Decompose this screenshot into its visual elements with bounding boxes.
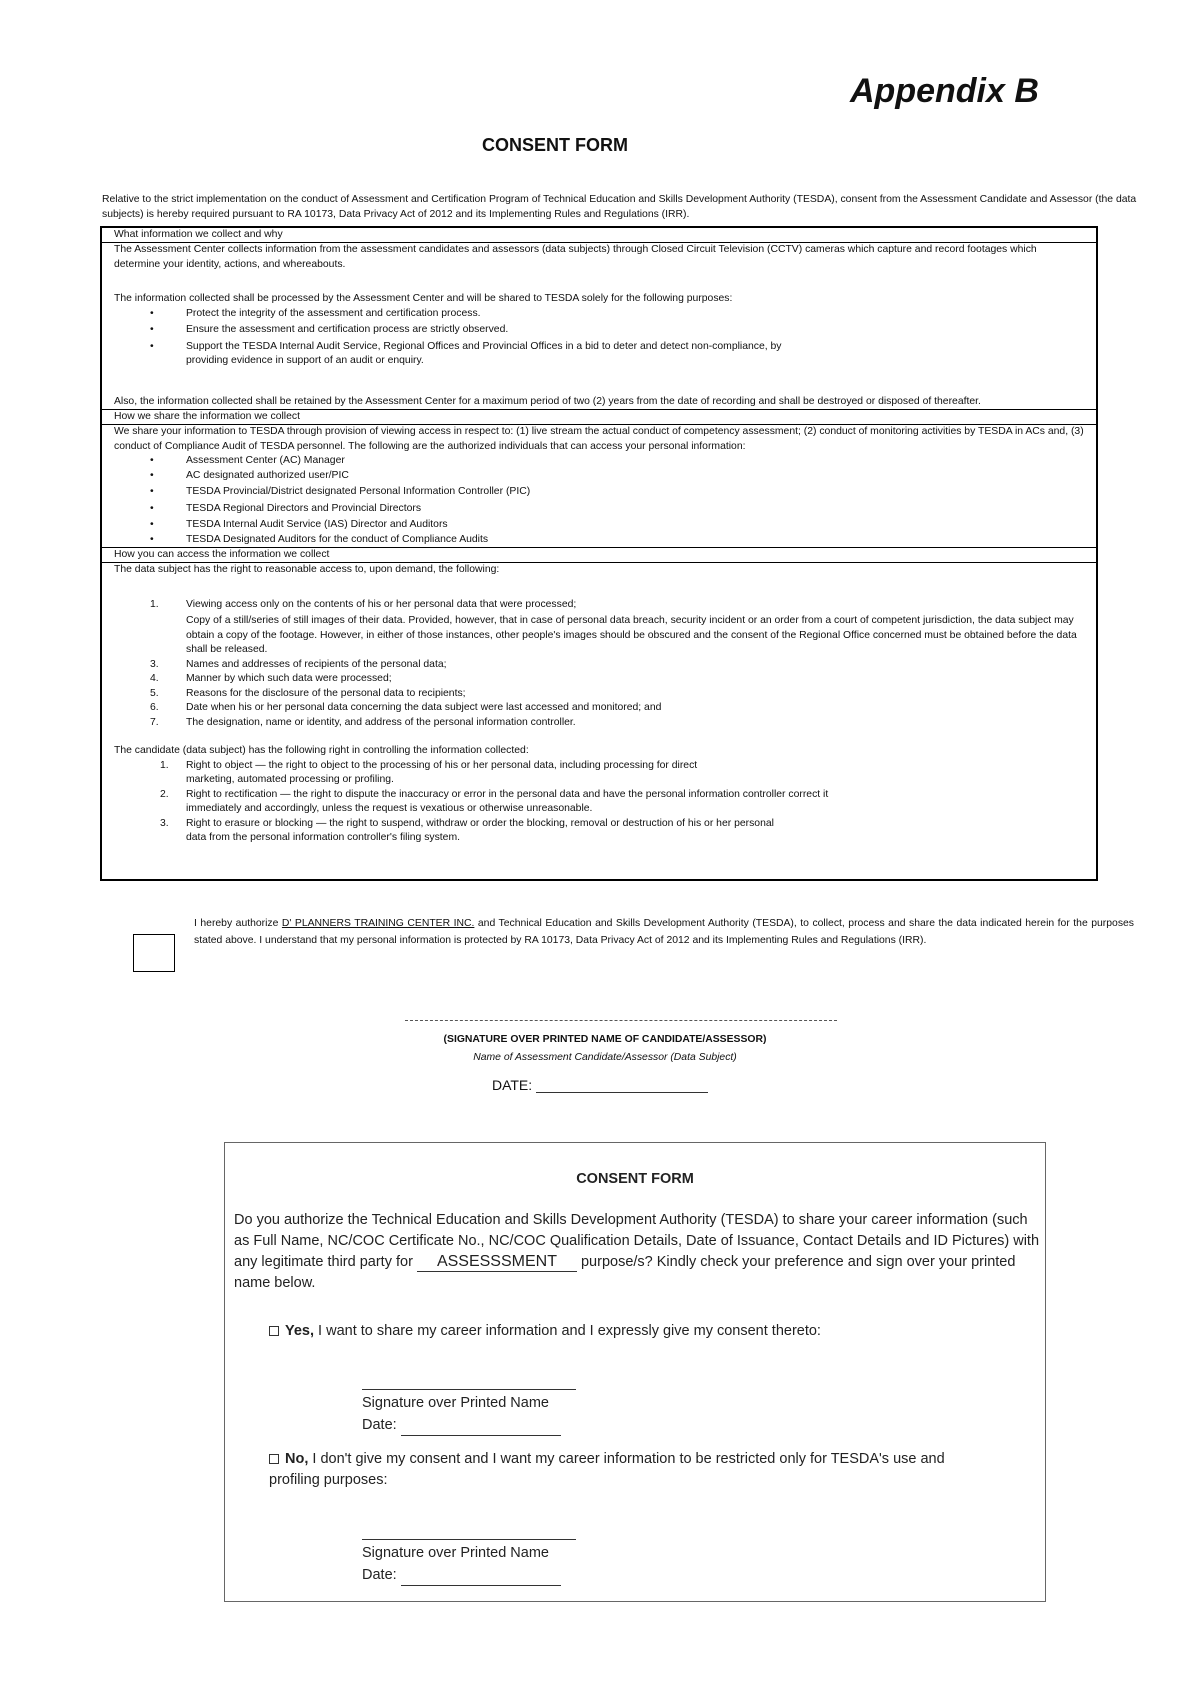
signature-line[interactable] <box>405 1020 837 1021</box>
access-paragraph-1: The data subject has the right to reasonable access to, upon demand, the following: <box>114 564 500 575</box>
yes-date-field[interactable]: Date: <box>362 1415 561 1436</box>
signature-note: Name of Assessment Candidate/Assessor (Data Subject) <box>473 1052 737 1063</box>
yes-option[interactable]: Yes, I want to share my career information and I expressly give my consent thereto: <box>269 1321 1029 1342</box>
list-item: Copy of a still/series of still images of their data. Provided, however, that in case of personal data breach, security incident or an order from a court of competent jurisdiction, the data subject may obtain a copy of the footage. However, in either of those instances, other people's images should be obscured and the consent of the Regional Office concerned must be obtained before the data shall be released. <box>186 615 1077 655</box>
purpose-field[interactable]: ASSESSSMENT <box>417 1253 577 1272</box>
list-item: • TESDA Designated Auditors for the conduct of Compliance Audits <box>114 533 1084 548</box>
list-item: • TESDA Regional Directors and Provincial Directors <box>114 502 1084 517</box>
list-item: 1. Viewing access only on the contents of his or her personal data that were processed; <box>150 598 577 610</box>
list-item: 1. Right to object — the right to object to the processing of his or her personal data, including processing for direct marketing, automated processing or profiling. <box>160 759 698 785</box>
section-body-collect <box>102 243 1096 409</box>
access-paragraph-2: The candidate (data subject) has the following right in controlling the information collected: <box>114 745 529 756</box>
list-item: 3. Names and addresses of recipients of the personal data; <box>150 658 447 670</box>
yes-signature-label: Signature over Printed Name <box>362 1395 549 1411</box>
no-date-field[interactable]: Date: <box>362 1565 561 1586</box>
list-item: • Support the TESDA Internal Audit Service, Regional Offices and Provincial Offices in a bid to deter and detect non-compliance, by providing evidence in support of an audit or enquiry. <box>114 340 1084 369</box>
collect-paragraph-1: The Assessment Center collects information from the assessment candidates and assessors (data subjects) through Closed Circuit Television (CCTV) cameras which capture and record footages which determine your identity, actions, and whereabouts. <box>114 244 1037 270</box>
date-field[interactable]: DATE: <box>0 1077 1200 1093</box>
section-body-access <box>102 563 1096 846</box>
collect-paragraph-3: Also, the information collected shall be retained by the Assessment Center for a maximum period of two (2) years from the date of recording and shall be destroyed or disposed of thereafter. <box>114 395 981 407</box>
training-center-name: D' PLANNERS TRAINING CENTER INC. <box>281 918 475 929</box>
appendix-label: Appendix B <box>850 72 1039 110</box>
section-body-share <box>102 425 1096 547</box>
list-item: • TESDA Internal Audit Service (IAS) Director and Auditors <box>114 518 1084 533</box>
access-rights-list <box>114 598 1084 731</box>
no-option[interactable]: No, I don't give my consent and I want my career information to be restricted only for TESDA's use and profiling purposes: <box>269 1451 945 1488</box>
collect-purpose-list <box>114 307 1084 369</box>
list-item: 5. Reasons for the disclosure of the personal data to recipients; <box>150 687 466 699</box>
career-info-consent-form <box>224 1142 1046 1602</box>
authorization-checkbox[interactable] <box>133 934 175 972</box>
form2-title: CONSENT FORM <box>576 1171 694 1187</box>
page-title: CONSENT FORM <box>482 135 628 155</box>
list-item: • TESDA Provincial/District designated Personal Information Controller (PIC) <box>114 485 1084 500</box>
share-paragraph: We share your information to TESDA through provision of viewing access in respect to: (1) live stream the actual conduct of competency assessment; (2) conduct of monitoring activities by TESDA in ACs and, (3) conduct of Compliance Audit of TESDA personnel. The following are the authorized individuals that can access your personal information: <box>114 426 1084 452</box>
list-item: 7. The designation, name or identity, and address of the personal information controller. <box>150 716 576 728</box>
no-checkbox[interactable] <box>269 1454 279 1464</box>
intro-paragraph: Relative to the strict implementation on the conduct of Assessment and Certification Program of Technical Education and Skills Development Authority (TESDA), consent from the Assessment Candidate and Assessor (the data subjects) is hereby required pursuant to RA 10173, Data Privacy Act of 2012 and its Implementing Rules and Regulations (IRR). <box>102 194 1137 220</box>
signature-label: (SIGNATURE OVER PRINTED NAME OF CANDIDATE/ASSESSOR) <box>443 1034 767 1045</box>
list-item: 4. Manner by which such data were processed; <box>150 673 392 684</box>
collect-paragraph-2: The information collected shall be processed by the Assessment Center and will be shared to TESDA solely for the following purposes: <box>114 293 733 304</box>
section-heading-share: How we share the information we collect <box>102 409 1096 425</box>
yes-checkbox[interactable] <box>269 1326 279 1336</box>
list-item: • Assessment Center (AC) Manager <box>114 454 1084 469</box>
section-heading-access: How you can access the information we collect <box>102 547 1096 563</box>
yes-signature-line[interactable] <box>362 1389 576 1390</box>
no-signature-line[interactable] <box>362 1539 576 1540</box>
control-rights-list <box>114 759 1084 846</box>
section-heading-collect: What information we collect and why <box>102 228 1096 243</box>
list-item: • Protect the integrity of the assessment and certification process. <box>114 307 1084 322</box>
no-signature-label: Signature over Printed Name <box>362 1545 549 1561</box>
authorization-statement: I hereby authorize D' PLANNERS TRAINING CENTER INC. and Technical Education and Skills Development Authority (TESDA), to collect, process and share the data indicated herein for the purposes stated above. I understand that my personal information is protected by RA 10173, Data Privacy Act of 2012 and its Implementing Rules and Regulations (IRR). <box>194 918 1134 946</box>
list-item: • AC designated authorized user/PIC <box>114 469 1084 484</box>
list-item: 6. Date when his or her personal data concerning the data subject were last accessed and monitored; and <box>150 702 662 713</box>
authorized-individuals-list <box>114 454 1084 547</box>
list-item: 2. Right to rectification — the right to dispute the inaccuracy or error in the personal data and have the personal information controller correct it immediately and accordingly, unless the request is vexatious or otherwise unreasonable. <box>160 788 829 814</box>
list-item: • Ensure the assessment and certification process are strictly observed. <box>114 323 1084 338</box>
privacy-notice-box <box>100 226 1098 881</box>
list-item: 3. Right to erasure or blocking — the right to suspend, withdraw or order the blocking, removal or destruction of his or her personal data from the personal information controller's filing system. <box>160 817 774 843</box>
form2-question: Do you authorize the Technical Education and Skills Development Authority (TESDA) to share your career information (such as Full Name, NC/COC Certificate No., NC/COC Qualification Details, Date of Issuance, Contact Details and ID Pictures) with any legitimate third party for ASSESSSMENT purpose/s? Kindly check your preference and sign over your printed name below. <box>234 1212 1040 1291</box>
